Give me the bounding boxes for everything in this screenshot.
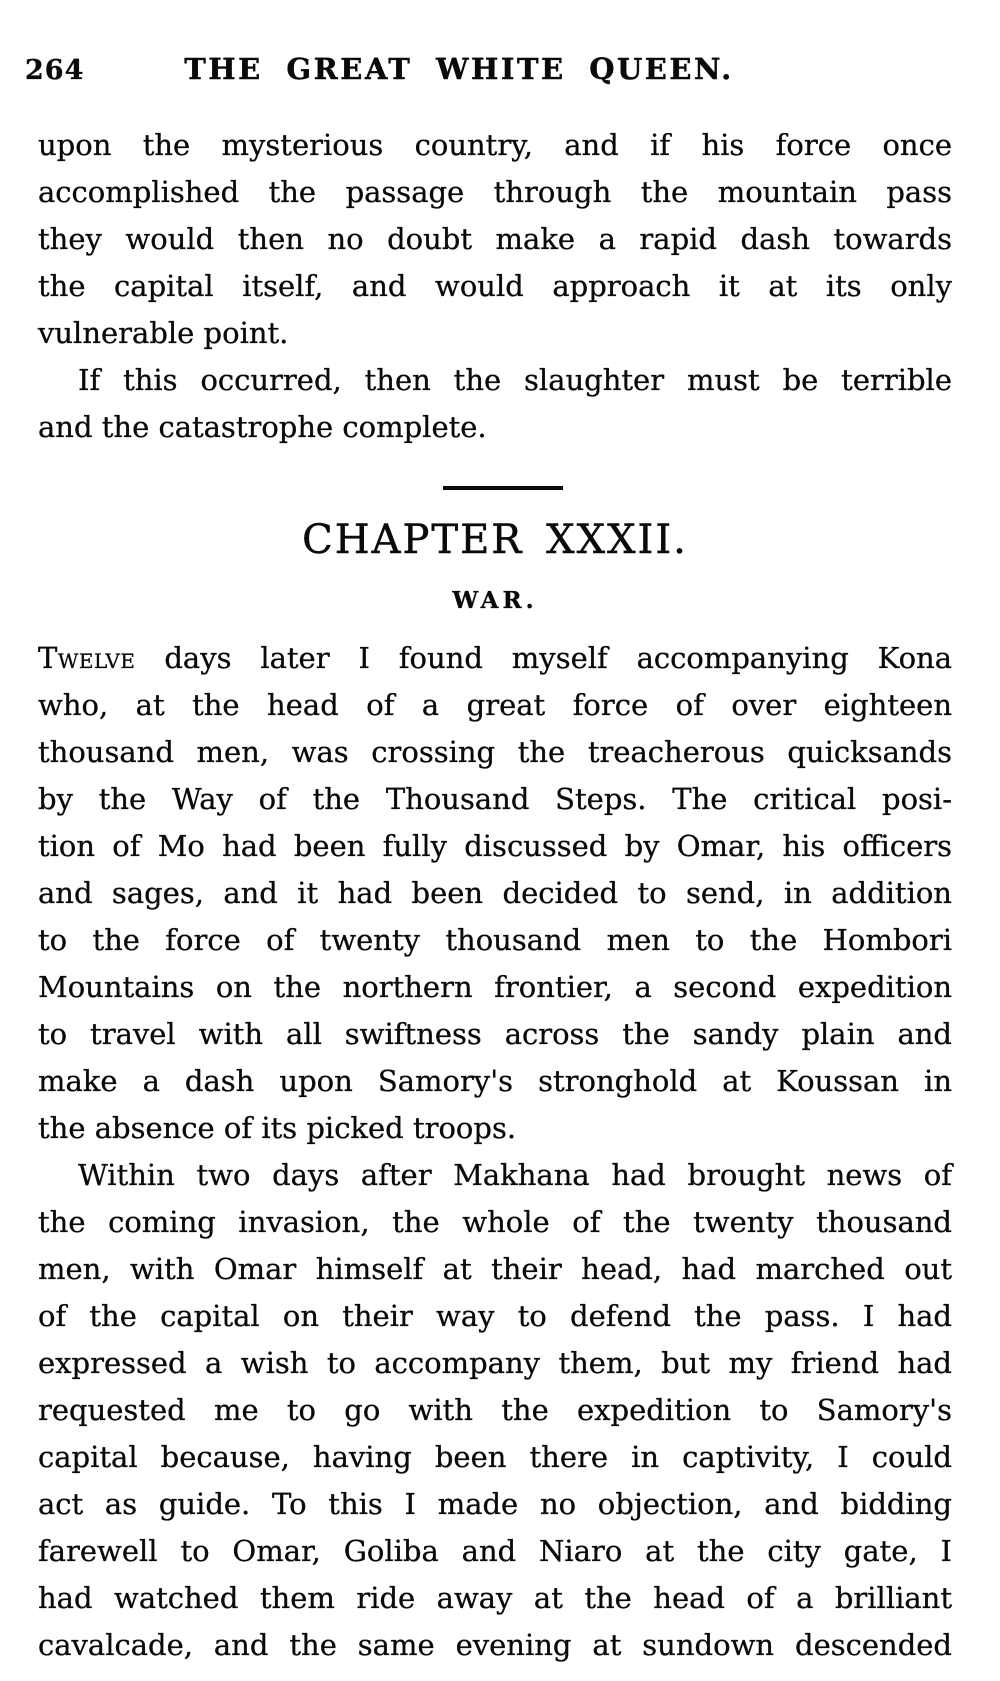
section-preceding-chapter-end — [38, 122, 952, 451]
chapter-subtitle: WAR. — [452, 587, 538, 614]
text-line: they would then no doubt make a rapid dash towards — [38, 222, 952, 256]
section-chapter-body — [38, 635, 952, 1669]
text-line: men, with Omar himself at their head, had marched out — [38, 1252, 952, 1286]
paragraph — [38, 1152, 952, 1669]
text-line: make a dash upon Samory's stronghold at Koussan in — [38, 1064, 952, 1098]
section-divider-rule — [443, 486, 563, 490]
running-title: THE GREAT WHITE QUEEN. — [184, 52, 734, 86]
small-caps-lead-word: Twelve — [38, 641, 136, 675]
text-line: Mountains on the northern frontier, a second expedition — [38, 970, 952, 1004]
text-line: If this occurred, then the slaughter must be terrible — [78, 363, 952, 397]
text-line: Within two days after Makhana had brought news of — [78, 1158, 952, 1192]
text-line: to the force of twenty thousand men to the Hombori — [38, 923, 952, 957]
text-line: of the capital on their way to defend the pass. I had — [38, 1299, 952, 1333]
text-line: the capital itself, and would approach it at its only — [38, 269, 952, 303]
text-line: upon the mysterious country, and if his force once — [38, 128, 952, 162]
text-line: accomplished the passage through the mountain pass — [38, 175, 952, 209]
text-line: farewell to Omar, Goliba and Niaro at the city gate, I — [38, 1534, 952, 1568]
text-line: the coming invasion, the whole of the twenty thousand — [38, 1205, 952, 1239]
text-line: by the Way of the Thousand Steps. The critical posi- — [38, 782, 952, 816]
page-header — [0, 52, 918, 92]
text-line: who, at the head of a great force of over eighteen — [38, 688, 952, 722]
paragraph — [38, 122, 952, 357]
text-line: act as guide. To this I made no objection, and bidding — [38, 1487, 952, 1521]
text-line: to travel with all swiftness across the sandy plain and — [38, 1017, 952, 1051]
text-line: cavalcade, and the same evening at sundown descended — [38, 1628, 952, 1662]
text-line: and sages, and it had been decided to send, in addition — [38, 876, 952, 910]
page-number: 264 — [25, 55, 85, 86]
text-line: thousand men, was crossing the treacherous quicksands — [38, 735, 952, 769]
text-line: requested me to go with the expedition to Samory's — [38, 1393, 952, 1427]
text-line: expressed a wish to accompany them, but my friend had — [38, 1346, 952, 1380]
text-line: vulnerable point. — [38, 316, 289, 350]
text-line: had watched them ride away at the head of a brilliant — [38, 1581, 952, 1615]
paragraph — [38, 635, 952, 1152]
text-line: tion of Mo had been fully discussed by Omar, his officers — [38, 829, 952, 863]
text-line: and the catastrophe complete. — [38, 410, 487, 444]
paragraph — [38, 357, 952, 451]
text-line: Twelve days later I found myself accompanying Kona — [38, 641, 952, 675]
text-line: capital because, having been there in captivity, I could — [38, 1440, 952, 1474]
text-line: the absence of its picked troops. — [38, 1111, 517, 1145]
chapter-heading: CHAPTER XXXII. — [302, 517, 688, 563]
